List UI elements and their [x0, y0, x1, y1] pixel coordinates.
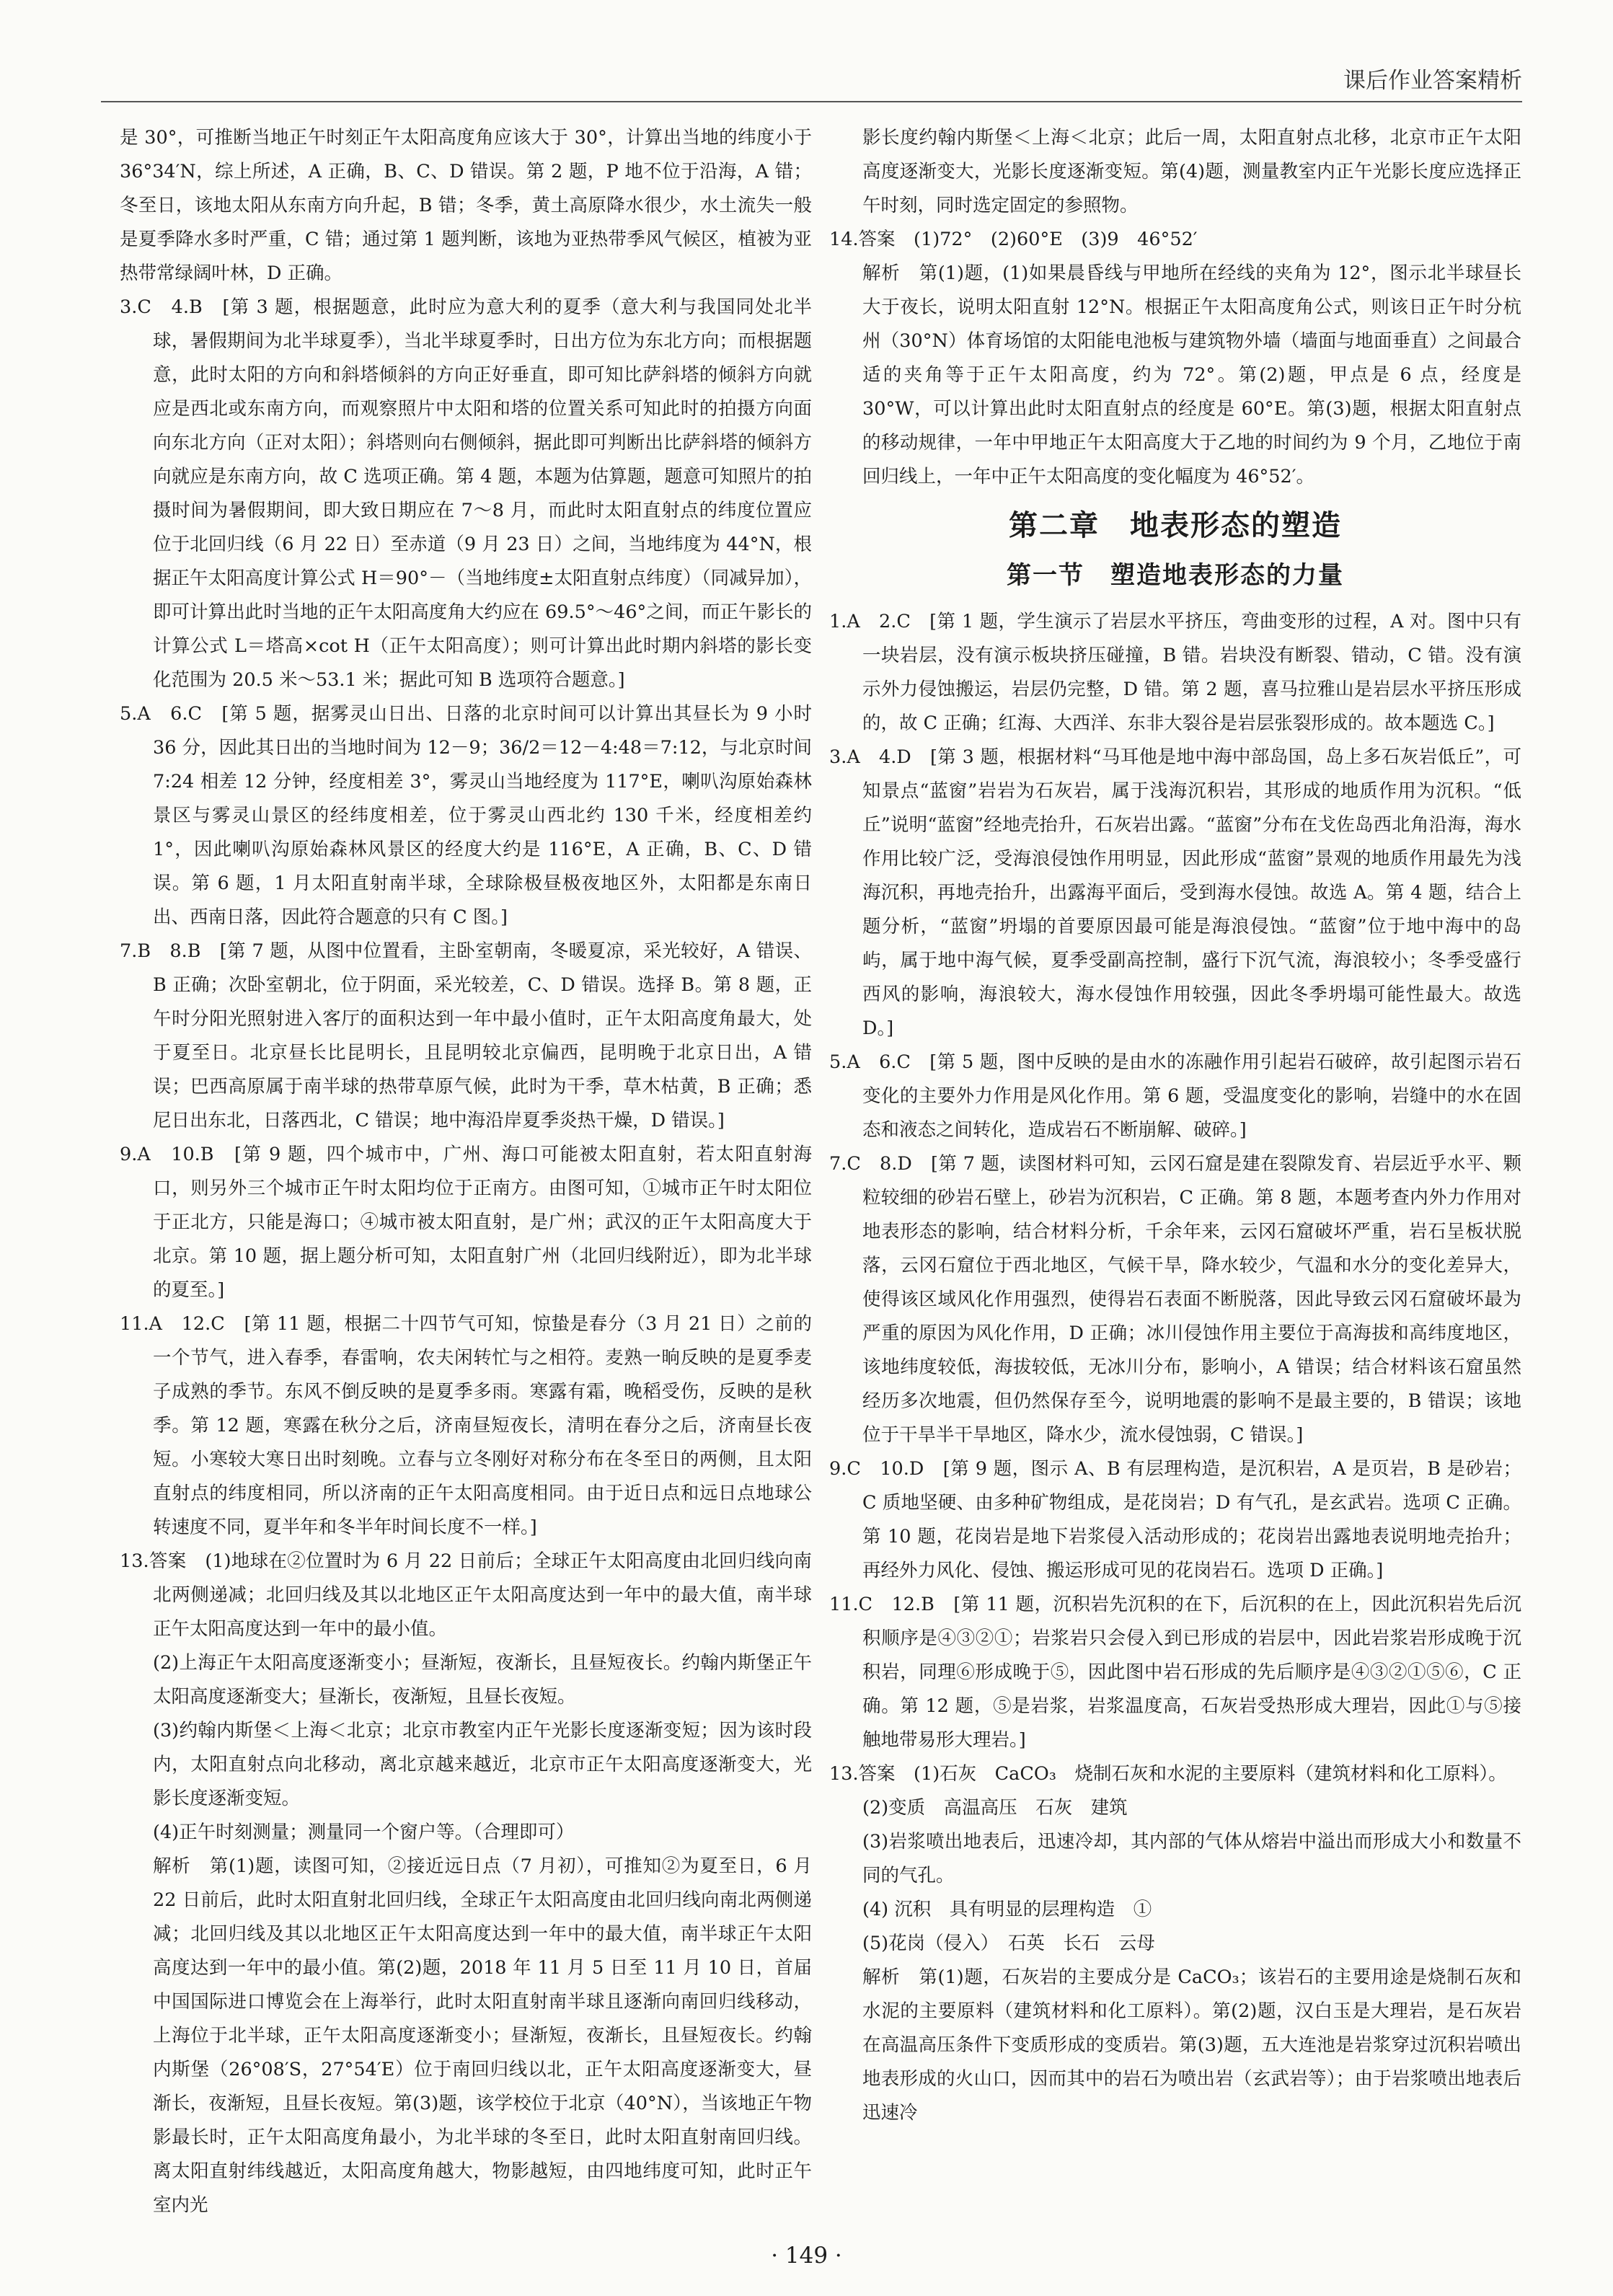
- explanation-paragraph: 解析 第(1)题，石灰岩的主要成分是 CaCO₃；该岩石的主要用途是烧制石灰和水泥的主要原料（建筑材料和化工原料）。第(2)题，汉白玉是大理岩，是石灰岩在高温高压条件下变质形成的变质岩。第(3)题，五大连池是岩浆穿过沉积岩喷出地表形成的火山口，因而其中的岩石为喷出岩（玄武岩等）；由于岩浆喷出地表后迅速冷: [862, 1966, 1521, 2124]
- section-title: 第一节 塑造地表形态的力量: [1007, 561, 1344, 590]
- answer-paragraph: 7.B 8.B [第 7 题，从图中位置看，主卧室朝南，冬暖夏凉，采光较好，A 错误、B 正确；次卧室朝北，位于阴面，采光较差，C、D 错误。选择 B。第 8 题，正午时分阳光照射进入客厅的面积达到一年中最小值时，正午太阳高度角最大，处于夏至日。北京昼长比昆明长，且昆明较北京偏西，昆明晚于北京日出，A 错误；巴西高原属于南半球的热带草原气候，此时为干季，草木枯黄，B 正确；悉尼日出东北，日落西北，C 错误；地中海沿岸夏季炎热干燥，D 错误。]: [120, 940, 812, 1131]
- explanation-paragraph: 解析 第(1)题，读图可知，②接近远日点（7 月初），可推知②为夏至日，6 月 22 日前后，此时太阳直射北回归线，全球正午太阳高度由北回归线向南北两侧递减；北回归线及其以北地区正午太阳高度达到一年中的最大值，南半球正午太阳高度达到一年中的最小值。第(2)题，2018 年 11 月 5 日至 11 月 10 日，首届中国国际进口博览会在上海举行，此时太阳直射南半球且逐渐向南回归线移动，上海位于北半球，正午太阳高度逐渐变小；昼渐短，夜渐长，且昼短夜长。约翰内斯堡（26°08′S，27°54′E）位于南回归线以北，正午太阳高度逐渐变大，昼渐长，夜渐短，且昼长夜短。第(3)题，该学校位于北京（40°N），当该地正午物影最长时，正午太阳高度角最小，为北半球的冬至日，此时太阳直射南回归线。离太阳直射纬线越近，太阳高度角越大，物影越短，由四地纬度可知，此时正午室内光: [153, 1855, 812, 2216]
- answer-paragraph: (4)正午时刻测量；测量同一个窗户等。（合理即可）: [153, 1822, 575, 1843]
- answer-paragraph: (2)变质 高温高压 石灰 建筑: [862, 1797, 1128, 1819]
- right-column: [829, 121, 1521, 2130]
- chapter-title: 第二章 地表形态的塑造: [1009, 509, 1342, 542]
- header-divider: [101, 101, 1522, 102]
- answer-paragraph: 13.答案 (1)石灰 CaCO₃ 烧制石灰和水泥的主要原料（建筑材料和化工原料）。: [829, 1763, 1507, 1785]
- answer-paragraph: 影长度约翰内斯堡＜上海＜北京；此后一周，太阳直射点北移，北京市正午太阳高度逐渐变大，光影长度逐渐变短。第(4)题，测量教室内正午光影长度应选择正午时刻，同时选定固定的参照物。: [862, 127, 1521, 216]
- header-label: 课后作业答案精析: [1343, 68, 1522, 94]
- answer-paragraph: (3)岩浆喷出地表后，迅速冷却，其内部的气体从熔岩中溢出而形成大小和数量不同的气孔。: [862, 1831, 1521, 1886]
- answer-paragraph: (5)花岗（侵入） 石英 长石 云母: [862, 1933, 1155, 1954]
- answer-paragraph: 13.答案 (1)地球在②位置时为 6 月 22 日前后；全球正午太阳高度由北回归线向南北两侧递减；北回归线及其以北地区正午太阳高度达到一年中的最大值，南半球正午太阳高度达到一年中的最小值。: [120, 1550, 812, 1640]
- answer-paragraph: 9.A 10.B [第 9 题，四个城市中，广州、海口可能被太阳直射，若太阳直射海口，则另外三个城市正午时太阳均位于正南方。由图可知，①城市正午时太阳位于正北方，只能是海口；④城市被太阳直射，是广州；武汉的正午太阳高度大于北京。第 10 题，据上题分析可知，太阳直射广州（北回归线附近），即为北半球的夏至。]: [120, 1144, 812, 1301]
- left-column: [120, 121, 812, 2222]
- answer-paragraph: 5.A 6.C [第 5 题，据雾灵山日出、日落的北京时间可以计算出其昼长为 9 小时 36 分，因此其日出的当地时间为 12－9；36/2＝12－4:48＝7:12，与北京时间 7:24 相差 12 分钟，经度相差 3°，雾灵山当地经度为 117°E，喇叭沟原始森林景区与雾灵山景区的经纬度相差，位于雾灵山西北约 130 千米，经度相差约 1°，因此喇叭沟原始森林风景区的经度大约是 116°E，A 正确，B、C、D 错误。第 6 题，1 月太阳直射南半球，全球除极昼极夜地区外，太阳都是东南日出、西南日落，因此符合题意的只有 C 图。]: [120, 703, 812, 928]
- answer-paragraph: (3)约翰内斯堡＜上海＜北京；北京市教室内正午光影长度逐渐变短；因为该时段内，太阳直射点向北移动，离北京越来越近，北京市正午太阳高度逐渐变大，光影长度逐渐变短。: [153, 1720, 812, 1809]
- answer-paragraph: 3.A 4.D [第 3 题，根据材料“马耳他是地中海中部岛国，岛上多石灰岩低丘”，可知景点“蓝窗”岩岩为石灰岩，属于浅海沉积岩，其形成的地质作用为沉积。“低丘”说明“蓝窗”经地壳抬升，石灰岩出露。“蓝窗”分布在戈佐岛西北角沿海，海水作用比较广泛，受海浪侵蚀作用明显，因此形成“蓝窗”景观的地质作用最先为浅海沉积，再地壳抬升，出露海平面后，受到海水侵蚀。故选 A。第 4 题，结合上题分析，“蓝窗”坍塌的首要原因最可能是海浪侵蚀。“蓝窗”位于地中海中的岛屿，属于地中海气候，夏季受副高控制，盛行下沉气流，海浪较小；冬季受盛行西风的影响，海浪较大，海水侵蚀作用较强，因此冬季坍塌可能性最大。故选 D。]: [829, 746, 1521, 1039]
- answer-paragraph: 7.C 8.D [第 7 题，读图材料可知，云冈石窟是建在裂隙发育、岩层近乎水平、颗粒较细的砂岩石壁上，砂岩为沉积岩，C 正确。第 8 题，本题考查内外力作用对地表形态的影响，结合材料分析，千余年来，云冈石窟破坏严重，岩石呈板状脱落，云冈石窟位于西北地区，气候干旱，降水较少，气温和水分的变化差异大，使得该区域风化作用强烈，使得岩石表面不断脱落，因此导致云冈石窟破坏最为严重的原因为风化作用，D 正确；冰川侵蚀作用主要位于高海拔和高纬度地区，该地纬度较低，海拔较低，无冰川分布，影响小，A 错误；结合材料该石窟虽然经历多次地震，但仍然保存至今，说明地震的影响不是最主要的，B 错误；该地位于干旱半干旱地区，降水少，流水侵蚀弱，C 错误。]: [829, 1153, 1521, 1446]
- answer-paragraph: 5.A 6.C [第 5 题，图中反映的是由水的冻融作用引起岩石破碎，故引起图示岩石变化的主要外力作用是风化作用。第 6 题，受温度变化的影响，岩缝中的水在固态和液态之间转化，造成岩石不断崩解、破碎。]: [829, 1051, 1521, 1141]
- answer-paragraph: 11.C 12.B [第 11 题，沉积岩先沉积的在下，后沉积的在上，因此沉积岩先后沉积顺序是④③②①；岩浆岩只会侵入到已形成的岩层中，因此岩浆岩形成晚于沉积岩，同理⑥形成晚于⑤，因此图中岩石形成的先后顺序是④③②①⑤⑥，C 正确。第 12 题，⑤是岩浆，岩浆温度高，石灰岩受热形成大理岩，因此①与⑤接触地带易形大理岩。]: [829, 1594, 1521, 1751]
- answer-paragraph: 14.答案 (1)72° (2)60°E (3)9 46°52′: [829, 229, 1198, 250]
- answer-paragraph: 1.A 2.C [第 1 题，学生演示了岩层水平挤压，弯曲变形的过程，A 对。图中只有一块岩层，没有演示板块挤压碰撞，B 错。岩块没有断裂、错动，C 错。没有演示外力侵蚀搬运，岩层仍完整，D 错。第 2 题，喜马拉雅山是岩层水平挤压形成的，故 C 正确；红海、大西洋、东非大裂谷是岩层张裂形成的。故本题选 C。]: [829, 611, 1521, 734]
- answer-paragraph: 11.A 12.C [第 11 题，根据二十四节气可知，惊蛰是春分（3 月 21 日）之前的一个节气，进入春季，春雷响，农夫闲转忙与之相符。麦熟一晌反映的是夏季麦子成熟的季节。东风不倒反映的是夏季多雨。寒露有霜，晚稻受伤，反映的是秋季。第 12 题，寒露在秋分之后，济南昼短夜长，清明在春分之后，济南昼长夜短。小寒较大寒日出时刻晚。立春与立冬刚好对称分布在冬至日的两侧，且太阳直射点的纬度相同，所以济南的正午太阳高度相同。由于近日点和远日点地球公转速度不同，夏半年和冬半年时间长度不一样。]: [120, 1313, 812, 1538]
- page-number: · 149 ·: [771, 2243, 842, 2269]
- answer-paragraph: 9.C 10.D [第 9 题，图示 A、B 有层理构造，是沉积岩，A 是页岩，B 是砂岩；C 质地坚硬、由多种矿物组成，是花岗岩；D 有气孔，是玄武岩。选项 C 正确。第 10 题，花岗岩是地下岩浆侵入活动形成的；花岗岩出露地表说明地壳抬升；再经外力风化、侵蚀、搬运形成可见的花岗岩石。选项 D 正确。]: [829, 1458, 1521, 1581]
- answer-paragraph: 是 30°，可推断当地正午时刻正午太阳高度角应该大于 30°，计算出当地的纬度小于 36°34′N，综上所述，A 正确，B、C、D 错误。第 2 题，P 地不位于沿海，A 错；冬至日，该地太阳从东南方向升起，B 错；冬季，黄土高原降水很少，水土流失一般是夏季降水多时严重，C 错；通过第 1 题判断，该地为亚热带季风气候区，植被为亚热带常绿阔叶林，D 正确。: [120, 127, 812, 284]
- answer-paragraph: (4) 沉积 具有明显的层理构造 ①: [862, 1899, 1152, 1920]
- answer-paragraph: 3.C 4.B [第 3 题，根据题意，此时应为意大利的夏季（意大利与我国同处北半球，暑假期间为北半球夏季），当北半球夏季时，日出方位为东北方向；而根据题意，此时太阳的方向和斜塔倾斜的方向正好垂直，即可知比萨斜塔的倾斜方向就应是西北或东南方向，而观察照片中太阳和塔的位置关系可知此时的拍摄方向面向东北方向（正对太阳）；斜塔则向右侧倾斜，据此即可判断出比萨斜塔的倾斜方向就应是东南方向，故 C 选项正确。第 4 题，本题为估算题，题意可知照片的拍摄时间为暑假期间，即大致日期应在 7～8 月，而此时太阳直射点的纬度位置应位于北回归线（6 月 22 日）至赤道（9 月 23 日）之间，当地纬度为 44°N，根据正午太阳高度计算公式 H＝90°－（当地纬度±太阳直射点纬度）（同减异加），即可计算出此时当地的正午太阳高度角大约应在 69.5°～46°之间，而正午影长的计算公式 L＝塔高×cot H（正午太阳高度）；则可计算出此时期内斜塔的影长变化范围为 20.5 米～53.1 米；据此可知 B 选项符合题意。]: [120, 296, 812, 691]
- answer-paragraph: (2)上海正午太阳高度逐渐变小；昼渐短，夜渐长，且昼短夜长。约翰内斯堡正午太阳高度逐渐变大；昼渐长，夜渐短，且昼长夜短。: [153, 1652, 812, 1708]
- explanation-paragraph: 解析 第(1)题，(1)如果晨昏线与甲地所在经线的夹角为 12°，图示北半球昼长大于夜长，说明太阳直射 12°N。根据正午太阳高度角公式，则该日正午时分杭州（30°N）体育场馆的太阳能电池板与建筑物外墙（墙面与地面垂直）之间最合适的夹角等于正午太阳高度，约为 72°。第(2)题，甲点是 6 点，经度是 30°W，可以计算出此时太阳直射点的经度是 60°E。第(3)题，根据太阳直射点的移动规律，一年中甲地正午太阳高度大于乙地的时间约为 9 个月，乙地位于南回归线上，一年中正午太阳高度的变化幅度为 46°52′。: [862, 262, 1521, 487]
